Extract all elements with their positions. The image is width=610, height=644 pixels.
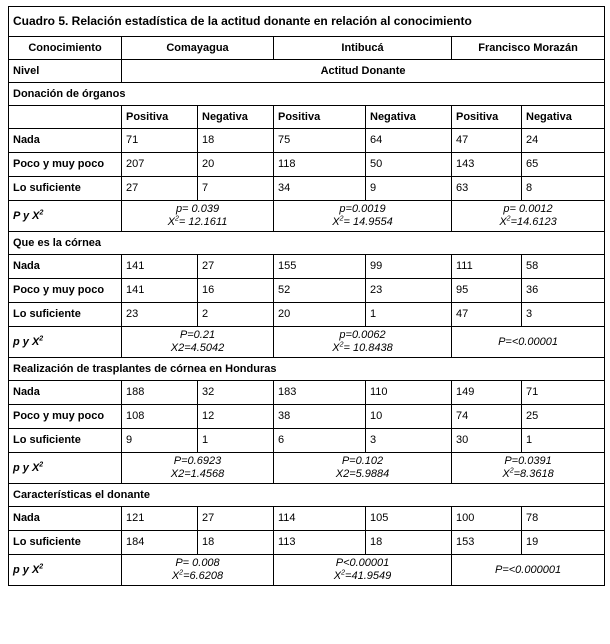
table-cell: 38 xyxy=(274,405,366,429)
table-cell: 183 xyxy=(274,381,366,405)
superscript-2: 2 xyxy=(39,334,44,342)
header-comayagua: Comayagua xyxy=(122,37,274,60)
table-row xyxy=(9,429,605,453)
table-cell: 64 xyxy=(366,129,452,153)
chi-square-symbol: X xyxy=(171,570,180,582)
row-label: Nada xyxy=(9,129,122,153)
subheader-attitude: Positiva xyxy=(452,106,522,129)
table-cell: 12 xyxy=(198,405,274,429)
table-cell: 6 xyxy=(274,429,366,453)
stat-label-text: P y X xyxy=(13,209,40,222)
table-cell: 18 xyxy=(198,129,274,153)
row-label: Lo suficiente xyxy=(9,177,122,201)
chi-square-value xyxy=(126,468,269,481)
table-cell: 9 xyxy=(366,177,452,201)
p-value: p= 0.039 xyxy=(175,203,220,215)
chi-square-value xyxy=(126,570,269,583)
table-cell: 20 xyxy=(274,303,366,327)
p-value: p= 0.0012 xyxy=(503,203,553,215)
table-cell: 114 xyxy=(274,507,366,531)
table-row xyxy=(9,153,605,177)
table-cell: 121 xyxy=(122,507,198,531)
p-value: P=<0.000001 xyxy=(495,563,562,576)
table-cell: 8 xyxy=(522,177,605,201)
superscript-2: 2 xyxy=(39,208,44,216)
table-cell: 1 xyxy=(198,429,274,453)
table-cell: 1 xyxy=(522,429,605,453)
table-cell: 7 xyxy=(198,177,274,201)
table-cell: 47 xyxy=(452,129,522,153)
stat-label xyxy=(9,555,122,586)
table-cell: 18 xyxy=(366,531,452,555)
p-value: P<0.00001 xyxy=(335,557,390,569)
table-title: Cuadro 5. Relación estadística de la actitud donante en relación al conocimiento xyxy=(9,7,605,37)
stat-label-text: p y X xyxy=(13,335,40,348)
chi-square-symbol: X2=4.5042 xyxy=(170,342,225,354)
p-value: P=0.0391 xyxy=(504,455,552,467)
subheader-attitude: Negativa xyxy=(198,106,274,129)
table-cell: 184 xyxy=(122,531,198,555)
row-label: Lo suficiente xyxy=(9,303,122,327)
row-label: Lo suficiente xyxy=(9,429,122,453)
stat-cell xyxy=(452,327,605,358)
chi-square-number: = 12.1611 xyxy=(178,216,228,228)
stat-cell xyxy=(452,453,605,484)
table-cell: 3 xyxy=(366,429,452,453)
stat-cell xyxy=(122,327,274,358)
superscript-2: 2 xyxy=(175,215,179,223)
chi-square-number: = 10.8438 xyxy=(343,342,393,354)
table-cell: 2 xyxy=(198,303,274,327)
stat-row xyxy=(9,327,605,358)
p-value: p=0.0019 xyxy=(339,203,386,215)
chi-square-value xyxy=(278,468,447,481)
table-cell: 207 xyxy=(122,153,198,177)
chi-square-number: =14.6123 xyxy=(510,216,557,228)
stat-cell xyxy=(122,555,274,586)
chi-square-symbol: X2=1.4568 xyxy=(170,468,225,480)
section-title-row xyxy=(9,232,605,255)
header-francisco-morazan: Francisco Morazán xyxy=(452,37,605,60)
stat-label xyxy=(9,327,122,358)
superscript-2: 2 xyxy=(339,215,344,223)
table-row xyxy=(9,129,605,153)
table-cell: 1 xyxy=(366,303,452,327)
section-title: Características el donante xyxy=(9,484,605,507)
table-cell: 9 xyxy=(122,429,198,453)
table-cell: 10 xyxy=(366,405,452,429)
table-cell: 71 xyxy=(122,129,198,153)
table-cell: 111 xyxy=(452,255,522,279)
table-cell: 18 xyxy=(198,531,274,555)
nivel-label: Nivel xyxy=(9,60,122,83)
chi-square-value xyxy=(456,468,600,481)
stat-row xyxy=(9,201,605,232)
table-cell: 34 xyxy=(274,177,366,201)
stat-cell xyxy=(274,453,452,484)
chi-square-value xyxy=(278,570,447,583)
subheader-attitude: Negativa xyxy=(366,106,452,129)
table-cell: 75 xyxy=(274,129,366,153)
table-cell: 108 xyxy=(122,405,198,429)
chi-square-value xyxy=(126,216,269,229)
table-cell: 30 xyxy=(452,429,522,453)
superscript-2: 2 xyxy=(341,569,346,577)
table-cell: 105 xyxy=(366,507,452,531)
section-title-row xyxy=(9,358,605,381)
table-cell: 47 xyxy=(452,303,522,327)
row-label: Poco y muy poco xyxy=(9,153,122,177)
table-cell: 36 xyxy=(522,279,605,303)
p-value: P=0.6923 xyxy=(173,455,222,467)
chi-square-value xyxy=(126,342,269,355)
row-label: Lo suficiente xyxy=(9,531,122,555)
table-cell: 23 xyxy=(366,279,452,303)
table-cell: 16 xyxy=(198,279,274,303)
superscript-2: 2 xyxy=(509,467,514,475)
stat-label xyxy=(9,453,122,484)
table-cell: 25 xyxy=(522,405,605,429)
p-value: P=0.21 xyxy=(179,329,216,341)
table-cell: 65 xyxy=(522,153,605,177)
table-cell: 141 xyxy=(122,279,198,303)
section-title-row xyxy=(9,484,605,507)
row-label: Nada xyxy=(9,255,122,279)
table-cell: 141 xyxy=(122,255,198,279)
table-cell: 27 xyxy=(198,507,274,531)
table-cell: 19 xyxy=(522,531,605,555)
table-cell: 118 xyxy=(274,153,366,177)
table-cell: 3 xyxy=(522,303,605,327)
section-title: Que es la córnea xyxy=(9,232,605,255)
subheader-attitude: Negativa xyxy=(522,106,605,129)
p-value: P=<0.00001 xyxy=(498,335,559,348)
stat-cell xyxy=(452,555,605,586)
table-row xyxy=(9,303,605,327)
table-cell: 50 xyxy=(366,153,452,177)
superscript-2: 2 xyxy=(39,562,44,570)
table-cell: 143 xyxy=(452,153,522,177)
chi-square-symbol: X2=5.9884 xyxy=(335,468,390,480)
chi-square-symbol: X xyxy=(167,216,175,228)
table-cell: 110 xyxy=(366,381,452,405)
table-cell: 95 xyxy=(452,279,522,303)
table-cell: 78 xyxy=(522,507,605,531)
nivel-row xyxy=(9,60,605,83)
actitud-donante-label: Actitud Donante xyxy=(122,60,605,83)
table-cell: 74 xyxy=(452,405,522,429)
chi-square-value xyxy=(456,216,600,229)
section-title: Realización de trasplantes de córnea en Honduras xyxy=(9,358,605,381)
stat-row xyxy=(9,453,605,484)
table-row xyxy=(9,177,605,201)
section-title-row xyxy=(9,83,605,106)
subheader-row xyxy=(9,106,605,129)
table-row xyxy=(9,531,605,555)
chi-square-number: = 14.9554 xyxy=(343,216,393,228)
chi-square-value xyxy=(278,342,447,355)
table-cell: 155 xyxy=(274,255,366,279)
header-intibuca: Intibucá xyxy=(274,37,452,60)
stat-label xyxy=(9,201,122,232)
chi-square-symbol: X xyxy=(332,342,340,354)
stat-cell xyxy=(274,555,452,586)
superscript-2: 2 xyxy=(39,460,44,468)
stat-cell xyxy=(122,453,274,484)
table-row xyxy=(9,405,605,429)
header-conocimiento: Conocimiento xyxy=(9,37,122,60)
table-cell: 188 xyxy=(122,381,198,405)
table-cell: 32 xyxy=(198,381,274,405)
p-value: P= 0.008 xyxy=(175,557,220,569)
stat-label-text: p y X xyxy=(13,461,40,474)
stat-row xyxy=(9,555,605,586)
title-row xyxy=(9,7,605,37)
subheader-blank xyxy=(9,106,122,129)
table-cell: 71 xyxy=(522,381,605,405)
cuadro-5-table xyxy=(8,6,605,586)
chi-square-symbol: X xyxy=(499,216,507,228)
table-row xyxy=(9,507,605,531)
chi-square-symbol: X xyxy=(502,468,510,480)
chi-square-symbol: X xyxy=(332,216,340,228)
p-value: P=0.102 xyxy=(341,455,384,467)
superscript-2: 2 xyxy=(179,569,184,577)
subheader-attitude: Positiva xyxy=(122,106,198,129)
chi-square-number: =41.9549 xyxy=(345,570,392,582)
stat-cell xyxy=(274,201,452,232)
table-row xyxy=(9,381,605,405)
p-value: p=0.0062 xyxy=(339,329,386,341)
table-cell: 24 xyxy=(522,129,605,153)
section-title: Donación de órganos xyxy=(9,83,605,106)
row-label: Poco y muy poco xyxy=(9,405,122,429)
table-cell: 20 xyxy=(198,153,274,177)
header-row xyxy=(9,37,605,60)
stat-cell xyxy=(452,201,605,232)
table-row xyxy=(9,279,605,303)
table-cell: 27 xyxy=(122,177,198,201)
stat-cell xyxy=(274,327,452,358)
chi-square-number: =6.6208 xyxy=(183,570,224,582)
table-cell: 23 xyxy=(122,303,198,327)
row-label: Nada xyxy=(9,507,122,531)
table-cell: 153 xyxy=(452,531,522,555)
table-row xyxy=(9,255,605,279)
stat-cell xyxy=(122,201,274,232)
table-cell: 52 xyxy=(274,279,366,303)
table-cell: 113 xyxy=(274,531,366,555)
row-label: Nada xyxy=(9,381,122,405)
chi-square-symbol: X xyxy=(333,570,342,582)
table-cell: 149 xyxy=(452,381,522,405)
superscript-2: 2 xyxy=(506,215,511,223)
table-cell: 99 xyxy=(366,255,452,279)
chi-square-value xyxy=(278,216,447,229)
table-cell: 58 xyxy=(522,255,605,279)
superscript-2: 2 xyxy=(339,341,344,349)
chi-square-number: =8.3618 xyxy=(513,468,554,480)
subheader-attitude: Positiva xyxy=(274,106,366,129)
stat-label-text: p y X xyxy=(13,563,40,576)
table-cell: 100 xyxy=(452,507,522,531)
row-label: Poco y muy poco xyxy=(9,279,122,303)
table-cell: 63 xyxy=(452,177,522,201)
table-cell: 27 xyxy=(198,255,274,279)
